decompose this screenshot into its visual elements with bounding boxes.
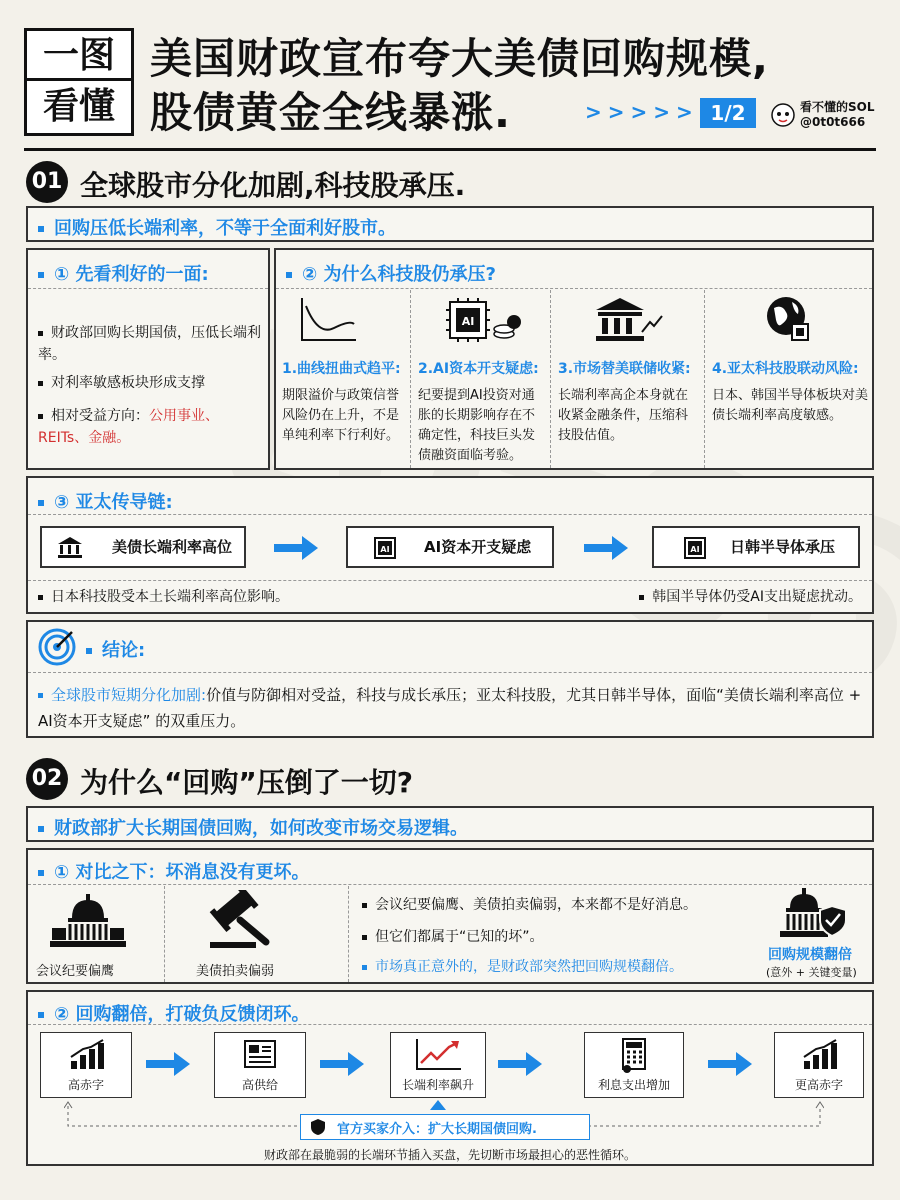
shield-icon [309, 1118, 327, 1136]
section2-title: 为什么“回购”压倒了一切? [80, 766, 414, 799]
arrows: >>>>> [585, 100, 699, 124]
tech-col3-body: 长端利率高企本身就在收紧金融条件，压缩科技股估值。 [558, 388, 689, 443]
tech-col1-head: 1.曲线扭曲式趋平: [282, 361, 401, 377]
benefit-box [26, 248, 270, 470]
section1-subtitle: 回购压低长端利率，不等于全面利好股市。 [38, 214, 396, 240]
svg-text:AI: AI [380, 545, 390, 554]
capitol-icon [48, 892, 128, 950]
loop-node-2: 高供给 [214, 1032, 306, 1098]
svg-text:AI: AI [461, 315, 475, 328]
avatar-icon [770, 100, 796, 128]
globe-icon [764, 294, 812, 344]
loop-box [26, 990, 874, 1166]
section1-badge: 01 [26, 161, 68, 203]
section2-subtitle-box [26, 806, 874, 842]
asia-chain-box [26, 476, 874, 614]
logo-bottom: 看懂 [27, 81, 131, 133]
compare-left-label: 会议纪要偏鹰 [36, 964, 115, 979]
loop-node-3: 长端利率飙升 [390, 1032, 486, 1098]
chart-icon [298, 296, 358, 344]
compare-point-3: 市场真正意外的，是财政部突然把回购规模翻倍。 [362, 956, 683, 978]
chain-node-2: AI AI资本开支疑虑 [346, 526, 554, 568]
document-icon [243, 1039, 279, 1069]
chain-node-1: 美债长端利率高位 [40, 526, 246, 568]
section1-title: 全球股市分化加剧,科技股承压. [80, 169, 466, 202]
compare-right-label: 回购规模翻倍 [768, 947, 852, 963]
chain-note-left: 日本科技股受本土长端利率高位影响。 [38, 586, 289, 608]
calculator-icon [619, 1037, 651, 1073]
author-name: 看不懂的SOL [800, 100, 875, 114]
bank-icon [592, 296, 664, 344]
loop-footnote: 财政部在最脆弱的长端环节插入买盘，先切断市场最担心的恶性循环。 [263, 1148, 636, 1162]
benefit-item-3: 相对受益方向：公用事业、REITs、金融。 [38, 408, 219, 446]
logo-top: 一图 [27, 31, 131, 81]
tech-col2-body: 纪要提到AI投资对通胀的长期影响存在不确定性，科技巨头发债融资面临考验。 [418, 388, 536, 463]
arrow-right-icon [584, 536, 628, 560]
section1-subtitle-box [26, 206, 874, 242]
chain-note-right: 韩国半导体仍受AI支出疑虑扰动。 [639, 586, 862, 608]
header-divider [24, 148, 876, 151]
benefit-item-2: 对利率敏感板块形成支撑 [38, 372, 264, 394]
section2-badge: 02 [26, 758, 68, 800]
arrow-right-icon [274, 536, 318, 560]
author-id: @0t0t666 [800, 115, 866, 129]
compare-mid-label: 美债拍卖偏弱 [196, 964, 275, 979]
ai-chip-icon [682, 535, 708, 561]
svg-text:AI: AI [690, 545, 700, 554]
benefit-title: ① 先看利好的一面: [38, 260, 209, 286]
arrow-right-icon [708, 1052, 752, 1076]
benefit-item-1: 财政部回购长期国债，压低长端利率。 [38, 325, 261, 363]
tech-pressure-box [274, 248, 874, 470]
page-title-line2: 股债黄金全线暴涨. [150, 88, 511, 137]
tech-pressure-title: ② 为什么科技股仍承压? [286, 260, 496, 286]
ai-chip-icon [442, 296, 522, 344]
arrow-right-icon [320, 1052, 364, 1076]
asia-chain-title: ③ 亚太传导链: [38, 488, 173, 514]
target-icon [38, 628, 76, 666]
conclusion-title: 结论: [86, 636, 145, 662]
conclusion-box [26, 620, 874, 738]
page-title-line1: 美国财政宣布夸大美债回购规模, [150, 34, 769, 83]
tech-col2-head: 2.AI资本开支疑虑: [418, 361, 539, 377]
intervene-box: 官方买家介入：扩大长期国债回购. [300, 1114, 590, 1140]
gavel-icon [204, 890, 280, 950]
compare-right-sub: (意外 + 关键变量) [766, 966, 857, 979]
bank-icon [56, 536, 84, 560]
loop-node-4: 利息支出增加 [584, 1032, 684, 1098]
section2-subtitle: 财政部扩大长期国债回购，如何改变市场交易逻辑。 [38, 814, 468, 840]
capitol-shield-icon [774, 886, 848, 942]
loop-node-1: 高赤字 [40, 1032, 132, 1098]
compare-point-1: 会议纪要偏鹰、美债拍卖偏弱，本来都不是好消息。 [362, 894, 697, 916]
chain-node-3: AI 日韩半导体承压 [652, 526, 860, 568]
loop-title: ② 回购翻倍，打破负反馈闭环。 [38, 1000, 310, 1026]
bar-chart-icon [69, 1039, 105, 1071]
tech-col4-body: 日本、韩国半导体板块对美债长端利率高度敏感。 [712, 388, 869, 423]
ai-chip-icon [372, 535, 398, 561]
bar-chart-icon [802, 1039, 838, 1071]
compare-box [26, 848, 874, 984]
tech-col1-body: 期限溢价与政策信誉风险仍在上升，不是单纯利率下行利好。 [282, 388, 400, 443]
compare-point-2: 但它们都属于“已知的坏”。 [362, 926, 544, 948]
tech-col3-head: 3.市场替美联储收紧: [558, 361, 691, 377]
logo-box [24, 28, 134, 136]
arrow-right-icon [498, 1052, 542, 1076]
page-number-badge: 1/2 [700, 98, 756, 128]
compare-title: ① 对比之下：坏消息没有更坏。 [38, 858, 310, 884]
rising-chart-icon [415, 1037, 463, 1071]
loop-node-5: 更高赤字 [774, 1032, 864, 1098]
conclusion-text: 全球股市短期分化加剧:价值与防御相对受益，科技与成长承压；亚太科技股，尤其日韩半导体，面临“美债长端利率高位 + AI资本开支疑虑” 的双重压力。 [38, 686, 862, 730]
tech-col4-head: 4.亚太科技股联动风险: [712, 361, 859, 377]
arrow-right-icon [146, 1052, 190, 1076]
